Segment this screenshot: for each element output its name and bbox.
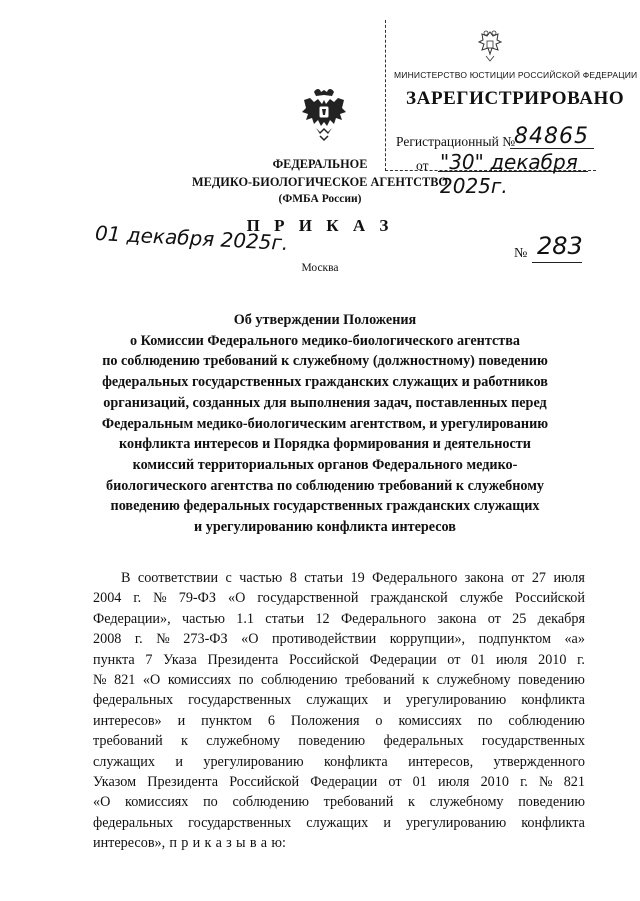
body-word: конфликта: [323, 753, 388, 770]
body-word: №: [93, 671, 107, 688]
stamp-reg-number-value: 84865: [514, 124, 589, 149]
registration-stamp: [385, 20, 638, 198]
body-word: государственной: [257, 590, 359, 607]
order-heading: П Р И К А З: [246, 216, 394, 235]
body-word: федеральных: [93, 692, 174, 709]
title-line: конфликта интересов и Порядка формирования и деятельности: [119, 436, 531, 453]
body-word: Президента: [207, 651, 279, 668]
body-word: коррупции»,: [389, 631, 466, 648]
order-date-handwritten: 01 декабря 2025г.: [94, 220, 289, 256]
body-word: служебному: [429, 794, 504, 811]
body-word: №: [153, 590, 167, 607]
title-line: федеральных государственных гражданских служащих и работников: [102, 374, 548, 391]
body-word: «О: [142, 671, 161, 688]
title-line: поведению федеральных государственных гражданских служащих: [110, 498, 540, 515]
body-word: а: [215, 835, 222, 852]
body-word: от: [447, 651, 461, 668]
body-word: 01: [471, 651, 486, 668]
agency-name-line1: ФЕДЕРАЛЬНОЕ: [272, 157, 368, 171]
body-line: [93, 792, 585, 812]
document-title: [80, 310, 570, 538]
body-word: государственных: [481, 733, 585, 750]
body-word: требований: [93, 733, 163, 750]
body-word: В: [121, 570, 131, 586]
title-line: и урегулированию конфликта интересов: [194, 519, 456, 536]
order-city: Москва: [301, 262, 339, 274]
body-line: [93, 833, 585, 853]
order-number-label: №: [514, 246, 528, 261]
body-word: а: [260, 835, 268, 852]
body-word: соблюдению: [260, 671, 338, 688]
body-word: Президента: [147, 773, 219, 790]
body-line: [93, 588, 585, 608]
body-word: соответствии: [137, 570, 219, 586]
body-word: поведению: [518, 671, 585, 688]
body-word: №: [156, 631, 170, 648]
coat-of-arms-icon: [300, 86, 348, 142]
agency-name-line2: МЕДИКО-БИОЛОГИЧЕСКОЕ АГЕНТСТВО: [192, 175, 448, 189]
body-word: интересов»,: [93, 835, 166, 852]
body-word: 1.1: [236, 610, 254, 627]
body-word: Российской: [288, 651, 359, 668]
body-line: [93, 568, 585, 588]
body-word: урегулированию: [405, 692, 507, 709]
body-word: подпунктом: [478, 631, 551, 648]
body-line: [93, 731, 585, 751]
body-word: и: [175, 753, 183, 770]
body-word: конфликта: [521, 692, 585, 709]
title-line: по соблюдению требований к служебному (должностному) поведению: [102, 353, 548, 370]
body-word: Федерального: [340, 610, 427, 627]
body-word: 27: [531, 570, 546, 586]
body-word: Указом: [93, 773, 137, 790]
body-word: р: [181, 835, 189, 852]
body-word: комиссиях: [125, 794, 189, 811]
body-word: к: [422, 671, 430, 688]
body-line: [93, 772, 585, 792]
body-word: о: [375, 712, 383, 729]
body-line: [93, 711, 585, 731]
body-word: Федерального: [372, 570, 458, 586]
body-word: и: [383, 692, 391, 709]
body-word: гражданской: [370, 590, 448, 607]
body-word: Федерации»,: [93, 610, 171, 627]
body-word: 2010: [480, 773, 509, 790]
body-word: Указа: [163, 651, 197, 668]
body-line: [93, 813, 585, 833]
body-word: и: [177, 712, 186, 729]
body-word: утвержденного: [493, 753, 585, 770]
body-word: 821: [563, 773, 585, 790]
body-word: №: [539, 773, 553, 790]
body-line: [93, 690, 585, 710]
body-word: урегулированию: [203, 753, 304, 770]
body-word: к: [204, 835, 212, 852]
body-word: требований: [323, 794, 394, 811]
body-word: пункта: [93, 651, 135, 668]
body-word: Положения: [290, 712, 360, 729]
body-word: июля: [495, 651, 528, 668]
body-word: служащих: [306, 814, 369, 831]
body-word: к: [408, 794, 415, 811]
body-word: частью: [181, 610, 225, 627]
body-word: статьи: [304, 570, 344, 586]
body-word: частью: [239, 570, 283, 586]
body-word: закона: [464, 570, 504, 586]
body-word: Российской: [229, 773, 300, 790]
body-word: ы: [236, 835, 246, 852]
body-word: 01: [412, 773, 427, 790]
body-word: конфликта: [521, 814, 585, 831]
body-word: в: [249, 835, 257, 852]
body-word: от: [487, 610, 501, 627]
stamp-registered: ЗАРЕГИСТРИРОВАНО: [406, 88, 625, 109]
body-line: [93, 609, 585, 629]
stamp-date-value: "30" декабря 2025г.: [440, 150, 578, 198]
preamble-paragraph: [93, 568, 585, 853]
title-line: о Комиссии Федерального медико-биологического агентства: [129, 332, 521, 349]
title-line: Федеральным медико-биологическим агентством, и урегулированию: [101, 415, 549, 432]
body-word: государственных: [188, 692, 292, 709]
body-word: поведению: [518, 794, 585, 811]
stamp-emblem-icon: [476, 28, 504, 64]
agency-name-line3: (ФМБА России): [278, 193, 362, 205]
body-line: [93, 670, 585, 690]
body-word: з: [226, 835, 232, 852]
body-word: 273-ФЗ: [183, 631, 228, 648]
order-number-underline: [532, 262, 582, 263]
body-word: к: [180, 733, 188, 750]
body-word: интересов,: [408, 753, 474, 770]
body-word: «О: [241, 631, 259, 648]
body-word: противодействии: [272, 631, 377, 648]
body-word: г.: [134, 631, 143, 648]
body-word: федеральных: [383, 733, 464, 750]
body-word: 25: [512, 610, 527, 627]
body-word: служащих: [93, 753, 155, 770]
body-word: и: [192, 835, 201, 852]
order-number-value: 283: [537, 232, 583, 260]
body-word: 8: [289, 570, 297, 586]
body-word: пунктом: [201, 712, 252, 729]
body-word: службе: [459, 590, 504, 607]
body-word: служебному: [436, 671, 511, 688]
body-word: от: [388, 773, 402, 790]
body-line: [93, 629, 585, 649]
body-word: 2004: [93, 590, 122, 607]
stamp-number-underline: [510, 148, 594, 149]
body-word: служащих: [306, 692, 369, 709]
body-word: ю:: [271, 835, 286, 852]
body-word: июля: [437, 773, 470, 790]
stamp-ministry: МИНИСТЕРСТВО ЮСТИЦИИ РОССИЙСКОЙ ФЕДЕРАЦИИ: [394, 70, 638, 80]
body-word: п: [169, 835, 178, 852]
body-word: соблюдению: [232, 794, 309, 811]
body-word: 821: [114, 671, 136, 688]
body-word: федеральных: [93, 814, 174, 831]
body-word: требований: [345, 671, 415, 688]
title-line: Об утверждении Положения: [233, 312, 417, 328]
body-line: [93, 752, 585, 772]
body-word: г.: [577, 651, 585, 668]
body-word: Российской: [515, 590, 585, 607]
body-word: 7: [145, 651, 153, 668]
body-word: поведению: [298, 733, 366, 750]
body-word: 19: [350, 570, 365, 586]
body-word: 2010: [538, 651, 567, 668]
body-word: с: [225, 570, 232, 586]
body-word: 2008: [93, 631, 122, 648]
stamp-reg-number-label: Регистрационный №: [396, 134, 516, 149]
body-word: статьи: [265, 610, 305, 627]
body-word: служебному: [206, 733, 281, 750]
body-word: урегулированию: [405, 814, 507, 831]
title-line: комиссий территориальных органов Федерального медико-: [132, 456, 518, 473]
body-word: г.: [520, 773, 528, 790]
body-word: «О: [93, 794, 111, 811]
body-word: государственных: [188, 814, 292, 831]
body-word: Федерации: [310, 773, 378, 790]
body-word: от: [511, 570, 525, 586]
body-word: Федерации: [369, 651, 437, 668]
body-word: г.: [133, 590, 142, 607]
body-word: комиссиях: [398, 712, 462, 729]
body-word: 6: [267, 712, 275, 729]
body-word: декабря: [537, 610, 585, 627]
body-word: закона: [437, 610, 477, 627]
body-word: по: [203, 794, 218, 811]
body-line: [93, 650, 585, 670]
body-word: интересов»: [93, 712, 162, 729]
body-word: по: [477, 712, 493, 729]
body-word: по: [238, 671, 254, 688]
body-word: 79-ФЗ: [178, 590, 216, 607]
title-line: биологического агентства по соблюдению требований к служебному: [105, 477, 545, 494]
title-line: организаций, созданных для выполнения задач, поставленных перед: [103, 394, 547, 411]
body-word: «а»: [564, 631, 585, 648]
body-word: «О: [227, 590, 246, 607]
body-word: 12: [315, 610, 330, 627]
body-word: комиссиях: [167, 671, 232, 688]
body-word: и: [383, 814, 391, 831]
body-word: соблюдению: [508, 712, 585, 729]
body-word: июля: [553, 570, 585, 586]
stamp-date-label: от: [416, 158, 429, 173]
